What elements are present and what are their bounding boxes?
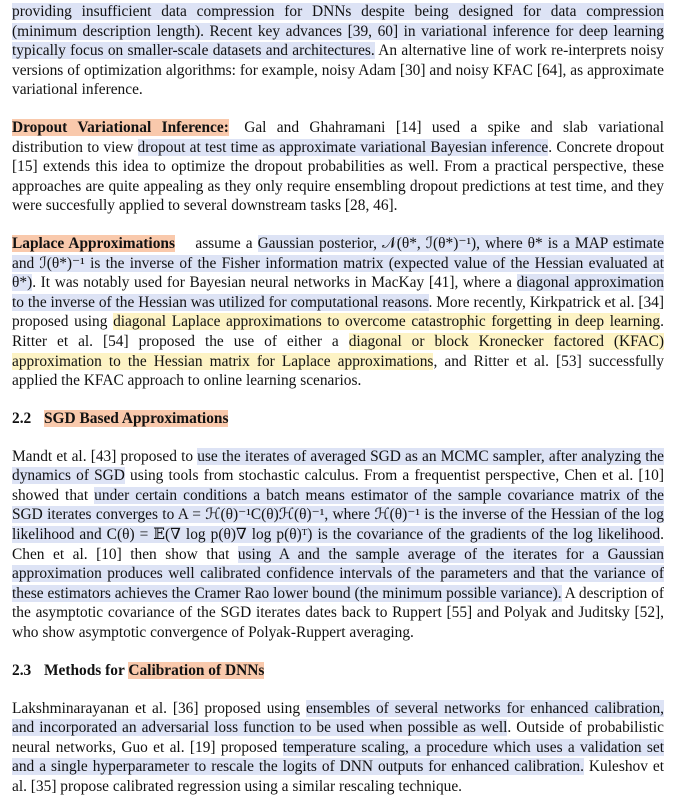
highlight-blue: ensembles of several networks for enhanced calibration, and incorporated an adversarial loss function to be used when possible as well	[12, 699, 664, 737]
text-run: Lakshminarayanan et al. [36] proposed using	[12, 699, 306, 717]
paragraph-spacer	[12, 391, 664, 409]
highlight-orange: SGD Based Approximations	[44, 409, 229, 427]
highlight-blue: using A and the sample average of the iterates for a Gaussian approximation produces well calibrated confidence intervals of the parameters and that the variance of these estimators achieves the Cramer Rao lower bound (the minimum possible variance).	[12, 545, 664, 602]
text-run: . Concrete dropout [15] extends this idea to optimize the dropout probabilities as well. From a practical perspective, these approaches are quite appealing as they only require ensembling dropout predictions at test time, and they were succesfully applied to several downstream tasks [28, 46].	[12, 138, 665, 215]
highlight-blue: diagonal approximation to the inverse of the Hessian was utilized for computational reasons	[12, 274, 664, 311]
text-run: . Ritter et al. [54] proposed the use of either a	[12, 313, 664, 350]
highlight-blue: dropout at test time as approximate variational Bayesian inference	[137, 138, 549, 156]
text-run: . Chen et al. [10] then show that	[12, 526, 664, 563]
highlight-blue: providing insufficient data compression for DNNs despite being designed for data compression (minimum description length).	[12, 3, 664, 40]
section-number: 2.3	[12, 661, 32, 679]
text-run: , and Ritter et al. [53] successfully applied the KFAC approach to online learning scenarios.	[12, 352, 664, 390]
text-run: using tools from stochastic calculus. From a frequentist perspective, Chen et al. [10] showed that	[12, 467, 664, 504]
paragraph-spacer	[12, 100, 664, 118]
paragraph-spacer	[12, 429, 664, 447]
highlight-orange: Laplace Approximations	[12, 234, 175, 252]
text-run: A description of the asymptotic covariance of the SGD iterates dates back to Ruppert [55] and Polyak and Juditsky [52], who show asymptotic convergence of Polyak-Ruppert averaging.	[12, 584, 664, 642]
text-run: Kuleshov et al. [35] propose calibrated regression using a similar rescaling technique.	[12, 758, 665, 795]
highlight-blue: use the iterates of averaged SGD as an MCMC sampler, after analyzing the dynamics of SGD	[12, 447, 664, 485]
highlight-blue: temperature scaling, a procedure which uses a validation set and a single hyperparameter to rescale the logits of DNN outputs for enhanced calibration.	[12, 738, 664, 776]
text-run: Methods for	[44, 661, 129, 679]
highlight-blue: Recent key advances [39, 60] in variational inference for deep learning typically focus on smaller-scale datasets and architectures.	[12, 22, 664, 60]
highlight-orange: Dropout Variational Inference:	[12, 118, 229, 136]
paragraph-variational-inference	[12, 2, 664, 100]
text-run: An alternative line of work re-interprets noisy versions of optimization algorithms: for example, noisy Adam [30] and noisy KFAC [64], as approximate variational inference.	[12, 42, 665, 99]
text-run: assume a	[174, 234, 258, 252]
text-run: Mandt et al. [43] proposed to	[12, 447, 198, 465]
text-run: . It was notably used for Bayesian neural networks in MacKay [41], where a	[32, 274, 517, 292]
paragraph-spacer	[12, 216, 664, 234]
paragraph-dropout	[12, 118, 664, 216]
text-run: Gal and Ghahramani [14] used a spike and slab variational distribution to view	[12, 118, 664, 156]
section-heading-2-2	[12, 409, 664, 429]
highlight-blue: under certain conditions a batch means estimator of the sample covariance matrix of the SGD iterates converges to A = ℋ(θ)⁻¹C(θ)ℋ(θ)⁻¹, where ℋ(θ)⁻¹ is the inverse of the Hessian of the log likelihood and C(θ) = 𝔼(∇ log p(θ)∇ log p(θ)ᵀ) is the covariance of the gradients of the log likelihood	[12, 486, 665, 544]
section-number: 2.2	[12, 409, 32, 427]
paragraph-spacer	[12, 643, 664, 661]
highlight-orange: Calibration of DNNs	[128, 661, 265, 679]
text-run: . Outside of probabilistic neural networks, Guo et al. [19] proposed	[12, 719, 664, 756]
highlight-yellow: diagonal or block Kronecker factored (KFAC) approximation to the Hessian matrix for Laplace approximations	[12, 332, 665, 370]
paragraph-sgd	[12, 447, 664, 643]
paragraph-laplace	[12, 234, 664, 391]
paragraph-calibration	[12, 699, 664, 797]
paragraph-spacer	[12, 681, 664, 699]
highlight-yellow: diagonal Laplace approximations to overcome catastrophic forgetting in deep learning	[113, 313, 661, 331]
text-run: . More recently, Kirkpatrick et al. [34] proposed using	[12, 293, 664, 331]
highlight-blue: Gaussian posterior, 𝒩(θ*, ℐ(θ*)⁻¹), where θ* is a MAP estimate and ℐ(θ*)⁻¹ is the inverse of the Fisher information matrix (expected value of the Hessian evaluated at θ*)	[12, 234, 664, 292]
section-heading-2-3	[12, 661, 664, 681]
